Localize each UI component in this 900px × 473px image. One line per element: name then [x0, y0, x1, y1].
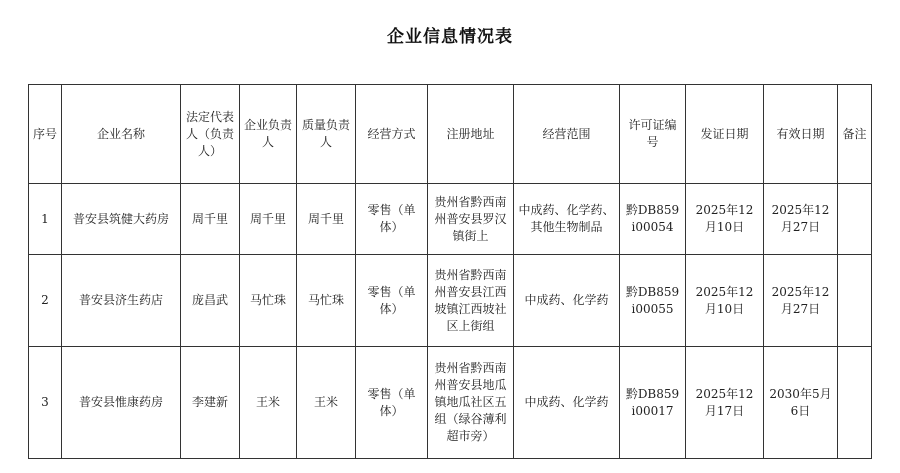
cell-business-mode: 零售（单体） — [356, 184, 428, 255]
enterprise-info-table — [28, 84, 872, 459]
header-row — [29, 85, 872, 184]
cell-business-scope: 中成药、化学药 — [514, 347, 620, 459]
cell-remarks — [838, 184, 872, 255]
header-cell-expiry-date: 有效日期 — [764, 85, 838, 184]
cell-quality-head: 王米 — [297, 347, 356, 459]
header-cell-company-head: 企业负责人 — [240, 85, 297, 184]
cell-address: 贵州省黔西南州普安县地瓜镇地瓜社区五组（绿谷薄利超市旁） — [428, 347, 514, 459]
cell-legal-rep: 李建新 — [181, 347, 240, 459]
cell-remarks — [838, 255, 872, 347]
cell-expiry-date: 2030年5月6日 — [764, 347, 838, 459]
cell-issue-date: 2025年12月10日 — [686, 255, 764, 347]
cell-address: 贵州省黔西南州普安县江西坡镇江西坡社区上街组 — [428, 255, 514, 347]
cell-quality-head: 周千里 — [297, 184, 356, 255]
header-cell-company-name: 企业名称 — [62, 85, 181, 184]
header-cell-business-mode: 经营方式 — [356, 85, 428, 184]
cell-company-head: 周千里 — [240, 184, 297, 255]
cell-license-no: 黔DB859i00017 — [620, 347, 686, 459]
cell-license-no: 黔DB859i00054 — [620, 184, 686, 255]
cell-index: 3 — [29, 347, 62, 459]
document-title: 企业信息情况表 — [387, 27, 513, 47]
cell-company-head: 王米 — [240, 347, 297, 459]
cell-company-name: 普安县惟康药房 — [62, 347, 181, 459]
cell-license-no: 黔DB859i00055 — [620, 255, 686, 347]
header-cell-business-scope: 经营范围 — [514, 85, 620, 184]
cell-expiry-date: 2025年12月27日 — [764, 184, 838, 255]
cell-legal-rep: 庞昌武 — [181, 255, 240, 347]
table-row — [29, 255, 872, 347]
cell-business-scope: 中成药、化学药 — [514, 255, 620, 347]
cell-issue-date: 2025年12月17日 — [686, 347, 764, 459]
cell-remarks — [838, 347, 872, 459]
header-cell-legal-rep: 法定代表人（负责人） — [181, 85, 240, 184]
header-cell-issue-date: 发证日期 — [686, 85, 764, 184]
cell-issue-date: 2025年12月10日 — [686, 184, 764, 255]
header-cell-quality-head: 质量负责人 — [297, 85, 356, 184]
header-cell-license-no: 许可证编号 — [620, 85, 686, 184]
cell-company-name: 普安县济生药店 — [62, 255, 181, 347]
header-cell-index: 序号 — [29, 85, 62, 184]
cell-business-mode: 零售（单体） — [356, 255, 428, 347]
cell-legal-rep: 周千里 — [181, 184, 240, 255]
cell-company-head: 马忙珠 — [240, 255, 297, 347]
header-cell-remarks: 备注 — [838, 85, 872, 184]
header-cell-address: 注册地址 — [428, 85, 514, 184]
cell-business-mode: 零售（单体） — [356, 347, 428, 459]
cell-index: 1 — [29, 184, 62, 255]
cell-address: 贵州省黔西南州普安县罗汉镇街上 — [428, 184, 514, 255]
cell-business-scope: 中成药、化学药、其他生物制品 — [514, 184, 620, 255]
table-row — [29, 347, 872, 459]
cell-expiry-date: 2025年12月27日 — [764, 255, 838, 347]
cell-quality-head: 马忙珠 — [297, 255, 356, 347]
cell-index: 2 — [29, 255, 62, 347]
cell-company-name: 普安县筑健大药房 — [62, 184, 181, 255]
table-row — [29, 184, 872, 255]
